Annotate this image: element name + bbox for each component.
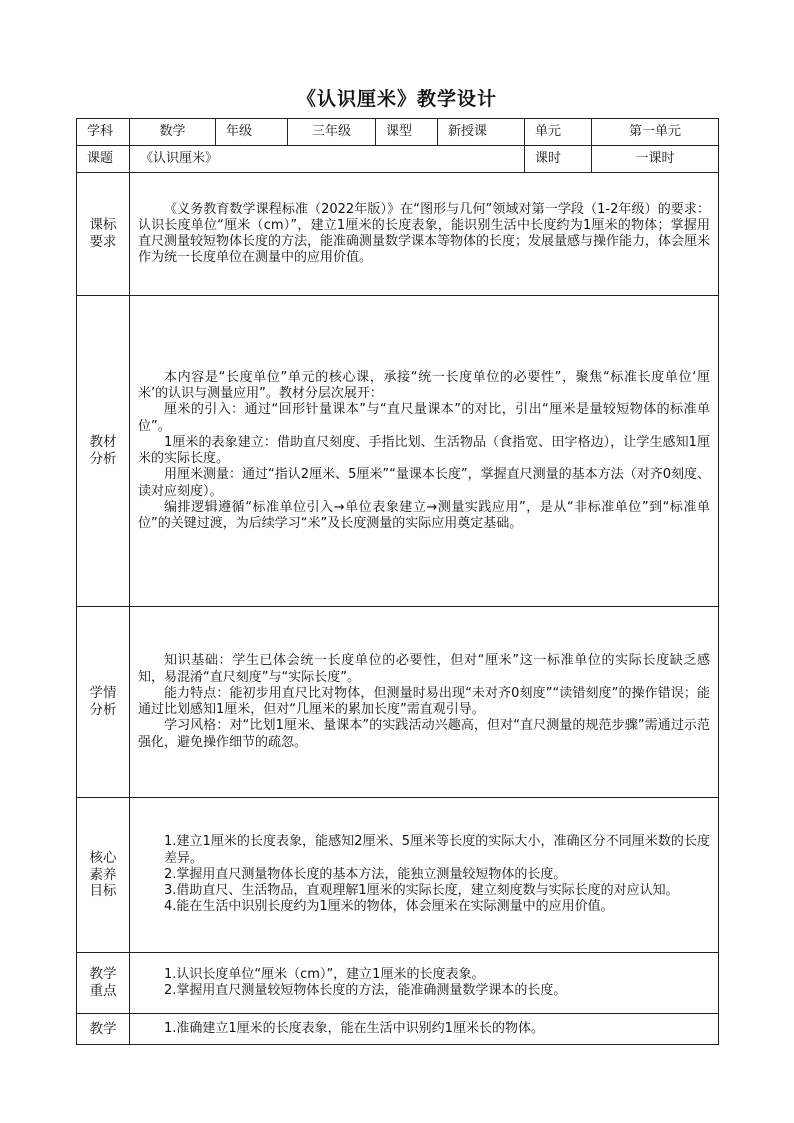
student-paragraph: 知识基础：学生已体会统一长度单位的必要性，但对“厘米”这一标准单位的实际长度缺乏感知，易混淆“直尺刻度”与“实际长度”。 <box>138 653 710 685</box>
textbook-analysis-row <box>77 296 719 607</box>
lesson-plan-table <box>76 118 719 1045</box>
student-analysis-content <box>130 607 719 798</box>
student-analysis-row <box>77 607 719 798</box>
standards-content <box>130 173 719 296</box>
grade-value: 三年级 <box>288 119 376 146</box>
key-point-item: 2.掌握用直尺测量较短物体长度的方法，能准确测量数学课本的长度。 <box>164 983 567 998</box>
hours-label: 课时 <box>525 146 592 173</box>
standards-label: 课标 要求 <box>77 173 130 296</box>
grade-label: 年级 <box>216 119 288 146</box>
goal-item: 2.掌握用直尺测量物体长度的基本方法，能独立测量较短物体的长度。 <box>164 866 567 882</box>
goal-item: 1.建立1厘米的长度表象，能感知2厘米、5厘米等长度的实际大小，准确区分不同厘米数的长度差异。 <box>164 834 710 866</box>
header-row-1 <box>77 119 719 146</box>
textbook-paragraph: 1厘米的表象建立：借助直尺刻度、手指比划、生活物品（食指宽、田字格边），让学生感知1厘米的实际长度。 <box>138 434 710 466</box>
textbook-paragraph: 厘米的引入：通过“回形针量课本”与“直尺量课本”的对比，引出“厘米是量较短物体的标准单位”。 <box>138 402 710 434</box>
document-title: 《认识厘米》教学设计 <box>296 88 497 110</box>
difficulties-row <box>77 1014 719 1045</box>
difficulties-label: 教学 <box>77 1014 130 1045</box>
standards-paragraph: 《义务教育数学课程标准（2022年版）》在“图形与几何”领域对第一学段（1-2年级）的要求：认识长度单位“厘米（cm）”，建立1厘米的长度表象，能识别生活中长度约为1厘米的物体；掌握用直尺测量较短物体长度的方法，能准确测量数学课本等物体的长度；发展量感与操作能力，体会厘米作为统一长度单位在测量中的应用价值。 <box>138 201 711 266</box>
core-goals-row <box>77 798 719 953</box>
key-points-row <box>77 953 719 1014</box>
difficulty-item: 1.准确建立1厘米的长度表象，能在生活中识别约1厘米长的物体。 <box>164 1020 544 1036</box>
difficulties-content <box>130 1014 719 1045</box>
unit-label: 单元 <box>525 119 592 146</box>
goal-item: 3.借助直尺、生活物品，直观理解1厘米的实际长度，建立刻度数与实际长度的对应认知。 <box>164 883 679 899</box>
hours-value: 一课时 <box>592 146 719 173</box>
key-points-content <box>130 953 719 1014</box>
topic-label: 课题 <box>77 146 130 173</box>
textbook-paragraph: 用厘米测量：通过“指认2厘米、5厘米”“量课本长度”，掌握直尺测量的基本方法（对齐0刻度、读对应刻度）。 <box>138 467 710 499</box>
subject-value: 数学 <box>130 119 216 146</box>
unit-value: 第一单元 <box>592 119 719 146</box>
key-point-item: 1.认识长度单位“厘米（cm）”，建立1厘米的长度表象。 <box>164 966 485 982</box>
subject-label: 学科 <box>77 119 130 146</box>
student-paragraph: 学习风格：对“比划1厘米、量课本”的实践活动兴趣高，但对“直尺测量的规范步骤”需通过示范强化，避免操作细节的疏忽。 <box>138 718 710 750</box>
goal-item: 4.能在生活中识别长度约为1厘米的物体，体会厘米在实际测量中的应用价值。 <box>164 899 614 915</box>
student-analysis-label: 学情 分析 <box>77 607 130 798</box>
student-paragraph: 能力特点：能初步用直尺比对物体，但测量时易出现“未对齐0刻度”“读错刻度”的操作错误；能通过比划感知1厘米，但对“几厘米的累加长度”需直观引导。 <box>138 685 710 717</box>
topic-value: 《认识厘米》 <box>130 146 525 173</box>
lesson-type-label: 课型 <box>376 119 438 146</box>
textbook-analysis-content <box>130 296 719 607</box>
standards-row <box>77 173 719 296</box>
lesson-type-value: 新授课 <box>438 119 525 146</box>
key-points-label: 教学 重点 <box>77 953 130 1014</box>
textbook-paragraph: 编排逻辑遵循“标准单位引入→单位表象建立→测量实践应用”，是从“非标准单位”到“标准单位”的关键过渡，为后续学习“米”及长度测量的实际应用奠定基础。 <box>138 499 710 531</box>
textbook-analysis-label: 教材 分析 <box>77 296 130 607</box>
header-row-2 <box>77 146 719 173</box>
textbook-paragraph: 本内容是“长度单位”单元的核心课，承接“统一长度单位的必要性”，聚焦“标准长度单位‘厘米’的认识与测量应用”。教材分层次展开： <box>138 369 710 401</box>
core-goals-label: 核心 素养 目标 <box>77 798 130 953</box>
core-goals-content <box>130 798 719 953</box>
